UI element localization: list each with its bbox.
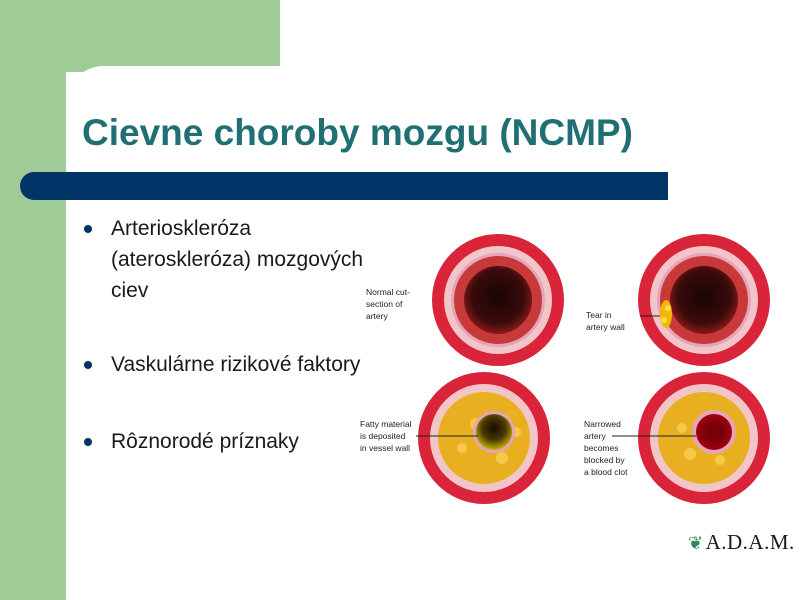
bullet-dot-icon — [84, 438, 92, 446]
svg-text:Tear in: Tear in — [586, 310, 612, 320]
bullet-list — [80, 213, 370, 503]
svg-text:is deposited: is deposited — [360, 431, 406, 441]
bullet-text: Vaskulárne rizikové faktory — [111, 353, 361, 376]
artery-fatty — [418, 372, 550, 504]
svg-text:artery: artery — [366, 311, 388, 321]
artery-tear — [638, 234, 770, 366]
artery-illustration — [354, 228, 784, 520]
svg-text:Normal cut-: Normal cut- — [366, 287, 410, 297]
adam-logo-text: A.D.A.M. — [705, 530, 795, 554]
title-underline-bar — [20, 172, 668, 200]
svg-text:section of: section of — [366, 299, 403, 309]
svg-text:Narrowed: Narrowed — [584, 419, 621, 429]
svg-text:in vessel wall: in vessel wall — [360, 443, 411, 453]
slide-title: Cievne choroby mozgu (NCMP) — [82, 112, 633, 153]
svg-text:blocked by: blocked by — [584, 455, 625, 465]
svg-text:a blood clot: a blood clot — [584, 467, 628, 477]
adam-leaf-icon: ❦ — [688, 533, 704, 553]
bullet-dot-icon — [84, 361, 92, 369]
artery-normal — [432, 234, 564, 366]
bullet-text: Rôznorodé príznaky — [111, 430, 299, 453]
artery-narrowed — [638, 372, 770, 504]
bullet-item-priznaky — [80, 426, 370, 457]
svg-text:artery: artery — [584, 431, 606, 441]
bullet-text: Arterioskleróza (ateroskleróza) mozgových ciev — [111, 217, 364, 302]
adam-logo — [688, 530, 795, 555]
green-side-band — [0, 0, 66, 600]
label-normal — [366, 287, 410, 321]
bullet-item-arterioskleroza — [80, 213, 370, 306]
svg-text:becomes: becomes — [584, 443, 619, 453]
svg-text:artery wall: artery wall — [586, 322, 625, 332]
green-top-band — [0, 0, 280, 72]
bullet-item-rizikove-faktory — [80, 349, 370, 380]
bullet-dot-icon — [84, 225, 92, 233]
svg-text:Fatty material: Fatty material — [360, 419, 412, 429]
